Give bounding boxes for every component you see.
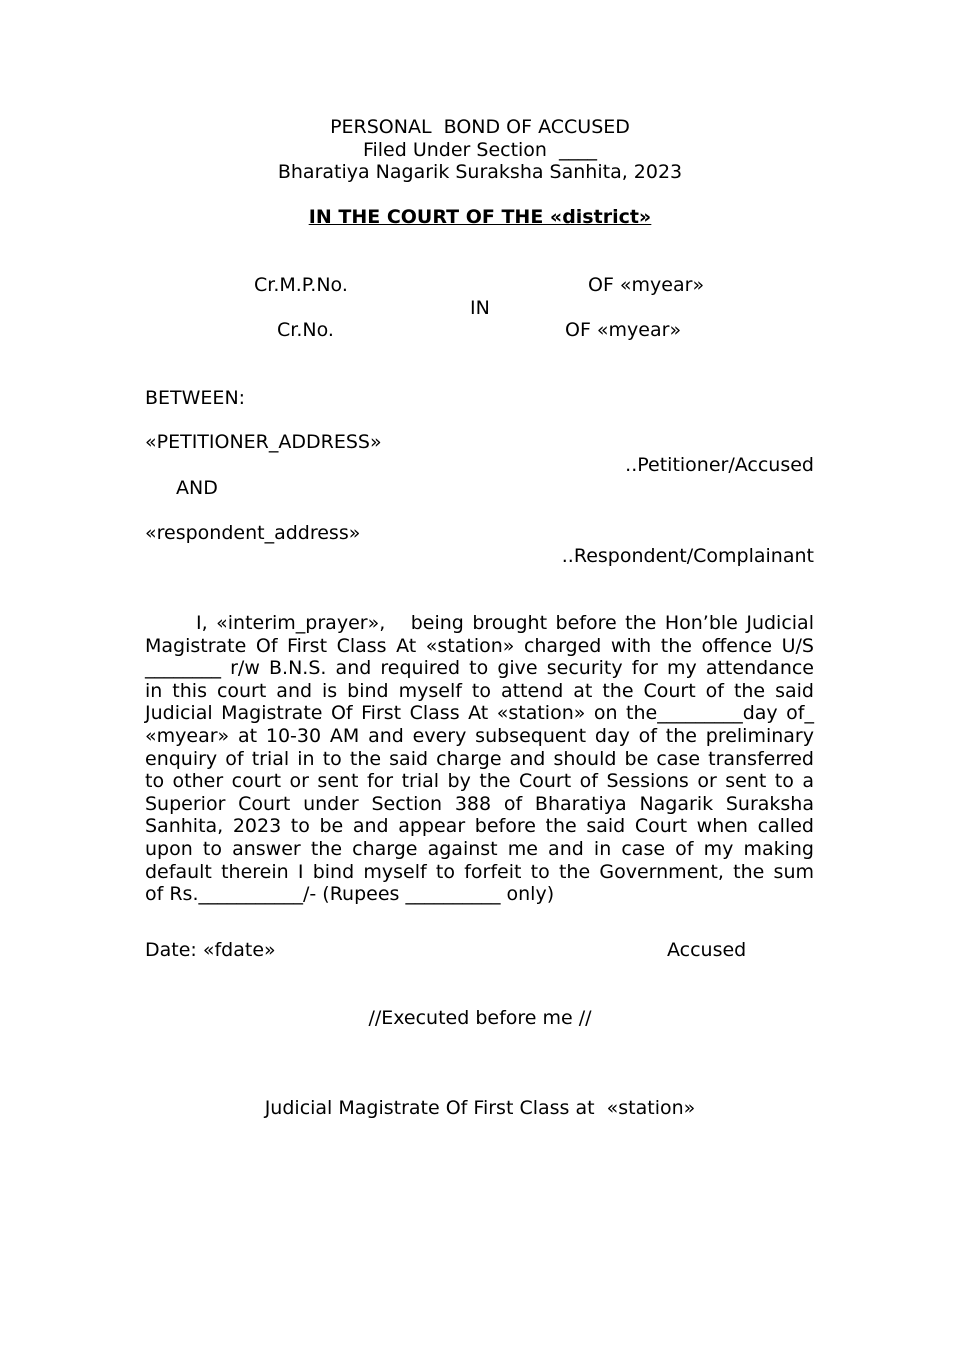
bond-line: Superior Court under Section 388 of Bharatiya Nagarik Suraksha — [145, 792, 814, 815]
bond-line: enquiry of trial in to the said charge and should be case transferred — [145, 747, 814, 770]
bond-line: of Rs.___________/- (Rupees __________ only) — [145, 883, 555, 906]
bond-line: Magistrate Of First Class At «station» charged with the offence U/S — [145, 634, 814, 657]
date-field: Date: «fdate» — [145, 939, 276, 961]
petitioner-address: «PETITIONER_ADDRESS» — [145, 431, 382, 453]
respondent-role: ..Respondent/Complainant — [561, 545, 814, 567]
bond-line: Sanhita, 2023 to be and appear before the said Court when called — [145, 815, 814, 838]
cr-number-label: Cr.No. — [277, 319, 334, 341]
executed-before-me: //Executed before me // — [368, 1007, 592, 1029]
crmp-number-label: Cr.M.P.No. — [254, 274, 348, 296]
bond-line: I, «interim_prayer», being brought before the Hon’ble Judicial — [145, 612, 814, 634]
filed-under-section: Filed Under Section ____ — [362, 139, 598, 161]
petitioner-role: ..Petitioner/Accused — [625, 454, 814, 476]
court-heading — [0, 206, 960, 229]
between-label: BETWEEN: — [145, 387, 246, 409]
bond-line: default therein I bind myself to forfeit to the Government, the sum — [145, 860, 814, 883]
magistrate-signature-label: Judicial Magistrate Of First Class at «station» — [264, 1097, 696, 1119]
bond-line: to other court or sent for trial by the Court of Sessions or sent to a — [145, 770, 814, 793]
bond-line: in this court and is bind myself to attend at the Court of the said — [145, 679, 814, 702]
accused-signature-label: Accused — [667, 939, 747, 961]
bond-line: Judicial Magistrate Of First Class At «station» on the_________day of_ — [145, 702, 814, 725]
bond-line: upon to answer the charge against me and in case of my making — [145, 837, 814, 860]
and-label: AND — [176, 477, 218, 499]
bond-paragraph — [145, 612, 814, 906]
in-label: IN — [470, 297, 490, 319]
cr-year: OF «myear» — [565, 319, 682, 341]
respondent-address: «respondent_address» — [145, 522, 361, 544]
bond-line: ________ r/w B.N.S. and required to give security for my attendance — [145, 657, 814, 680]
document-title: PERSONAL BOND OF ACCUSED — [330, 116, 630, 138]
court-heading-text: IN THE COURT OF THE «district» — [308, 206, 652, 228]
crmp-year: OF «myear» — [588, 274, 705, 296]
act-name: Bharatiya Nagarik Suraksha Sanhita, 2023 — [277, 161, 683, 183]
bond-line: «myear» at 10-30 AM and every subsequent day of the preliminary — [145, 724, 814, 747]
